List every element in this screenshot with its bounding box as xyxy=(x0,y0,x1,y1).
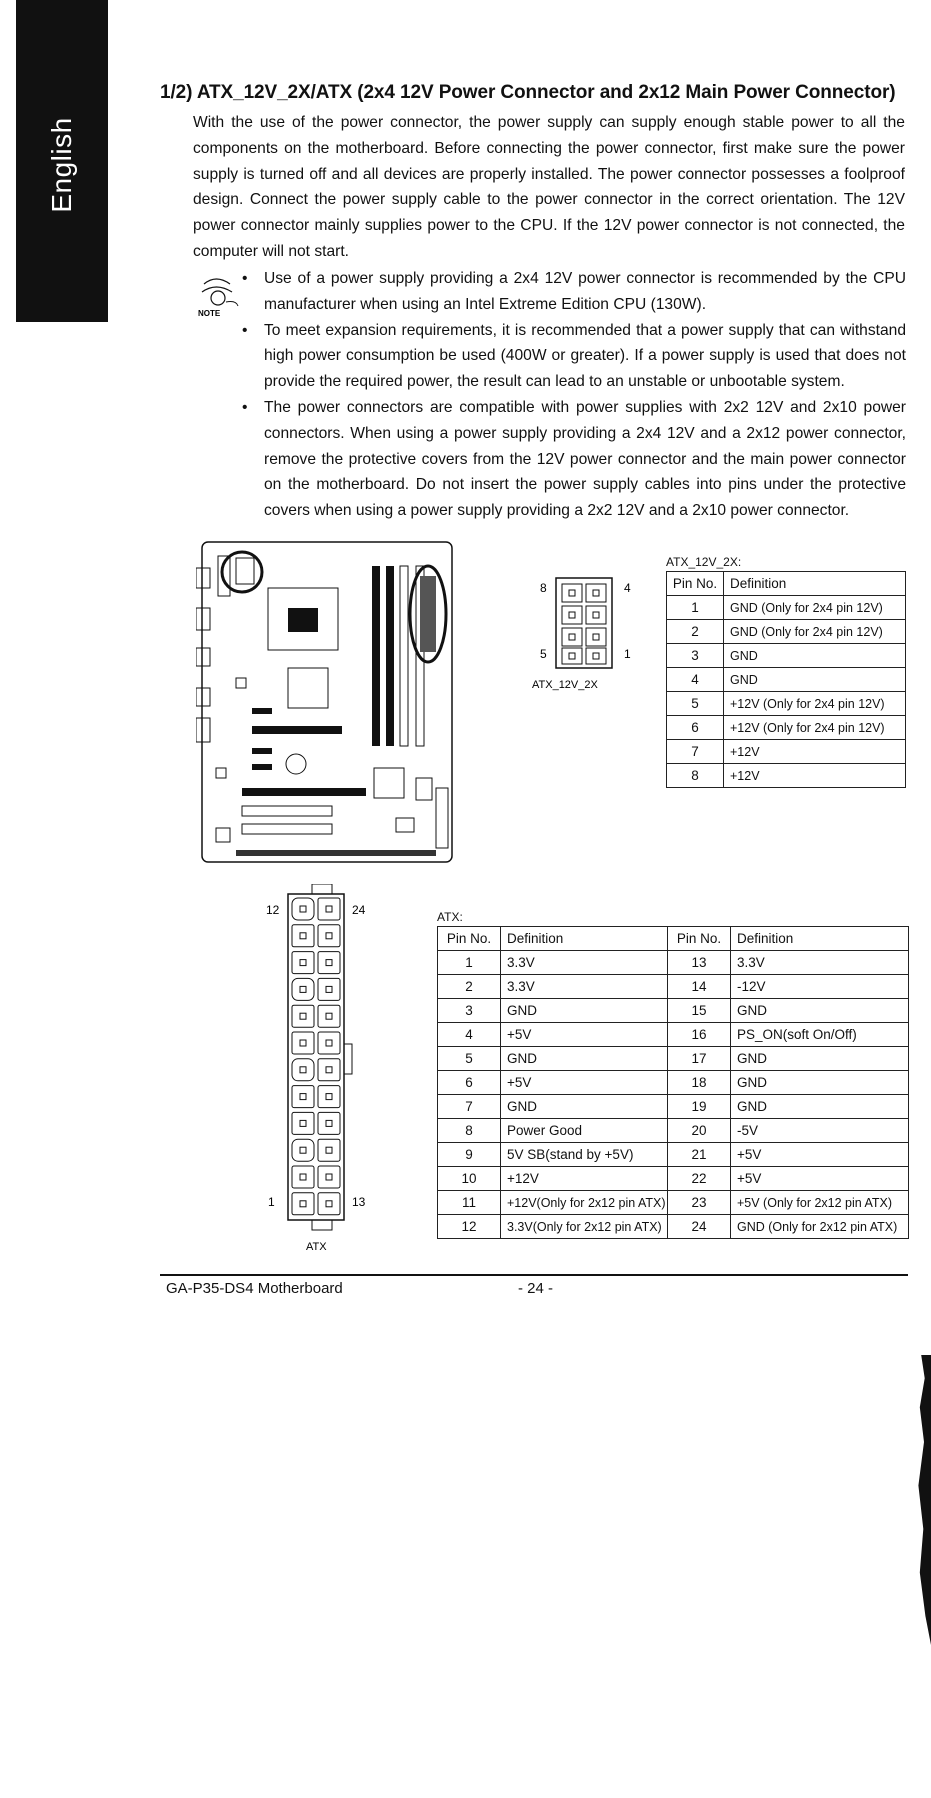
pin-definition: Power Good xyxy=(501,1119,668,1143)
pin-definition: +12V(Only for 2x12 pin ATX) xyxy=(501,1191,668,1215)
pin-definition: +5V (Only for 2x12 pin ATX) xyxy=(731,1191,909,1215)
table-header: Pin No. xyxy=(667,572,724,596)
atx-pin-cell xyxy=(318,898,340,920)
atx-pin-hole xyxy=(300,1174,306,1180)
pin-definition: GND (Only for 2x4 pin 12V) xyxy=(724,596,906,620)
atx-pin-cell xyxy=(318,1139,340,1161)
pin-number: 23 xyxy=(668,1191,731,1215)
table-row xyxy=(438,1215,909,1239)
atx-pin-label: 13 xyxy=(352,1195,366,1209)
atx-pin-hole xyxy=(326,906,332,912)
table-row xyxy=(667,644,906,668)
table-row xyxy=(667,716,906,740)
atx-pin-hole xyxy=(300,1067,306,1073)
pin-number: 1 xyxy=(667,596,724,620)
footer-model: GA-P35-DS4 Motherboard xyxy=(166,1280,343,1297)
table-row xyxy=(438,1143,909,1167)
pin-definition: GND xyxy=(501,1047,668,1071)
pin-number: 19 xyxy=(668,1095,731,1119)
atx-pin-cell xyxy=(292,898,314,920)
table-row xyxy=(667,764,906,788)
atx-pin-cell xyxy=(292,925,314,947)
pin-definition: -5V xyxy=(731,1119,909,1143)
pin-number: 4 xyxy=(438,1023,501,1047)
pin-number: 16 xyxy=(668,1023,731,1047)
atx12v-connector-diagram xyxy=(512,548,662,698)
atx-pin-cell xyxy=(318,1112,340,1134)
pin-definition: +5V xyxy=(501,1023,668,1047)
atx-pin-hole xyxy=(326,1067,332,1073)
motherboard-diagram xyxy=(196,538,458,868)
pin-definition: GND xyxy=(731,999,909,1023)
note-icon-label: NOTE xyxy=(198,309,221,318)
language-side-tab xyxy=(16,0,108,322)
pin-definition: +12V (Only for 2x4 pin 12V) xyxy=(724,716,906,740)
atx-pin-hole xyxy=(326,1040,332,1046)
atx-pin-cell xyxy=(292,952,314,974)
atx-diagram-label: ATX xyxy=(306,1241,327,1253)
pin-number: 7 xyxy=(438,1095,501,1119)
table-row xyxy=(667,620,906,644)
atx-pin-cell xyxy=(292,1139,314,1161)
pin-definition: GND xyxy=(731,1047,909,1071)
scan-shadow-edge xyxy=(917,1355,931,1645)
pin-definition: 5V SB(stand by +5V) xyxy=(501,1143,668,1167)
table-row xyxy=(438,1167,909,1191)
atx-pin-hole xyxy=(300,1094,306,1100)
pin-number: 11 xyxy=(438,1191,501,1215)
table-row xyxy=(438,975,909,999)
atx12v-pin-label: 1 xyxy=(624,647,631,661)
table-row xyxy=(667,740,906,764)
pin-number: 8 xyxy=(667,764,724,788)
pin-number: 3 xyxy=(667,644,724,668)
atx-pin-cell xyxy=(318,952,340,974)
note-item: • To meet expansion requirements, it is recommended that a power supply that can withstand high power consumption be used (400W or greater). If a power supply is used that does not provide the required power, the result can lead to an unstable or unbootable system. xyxy=(236,318,906,395)
atx-pin-cell xyxy=(318,925,340,947)
pin-definition: GND xyxy=(731,1095,909,1119)
table-row xyxy=(667,668,906,692)
pin-number: 14 xyxy=(668,975,731,999)
atx-pin-cell xyxy=(292,1005,314,1027)
table-row xyxy=(438,999,909,1023)
atx-pin-cell xyxy=(292,1032,314,1054)
pin-number: 21 xyxy=(668,1143,731,1167)
atx-pin-cell xyxy=(292,1059,314,1081)
pin-definition: +12V xyxy=(724,764,906,788)
atx-pin-hole xyxy=(326,1147,332,1153)
table-row xyxy=(667,596,906,620)
atx-pin-hole xyxy=(300,1147,306,1153)
atx-pin-cell xyxy=(318,978,340,1000)
pin-definition: 3.3V xyxy=(501,951,668,975)
atx-pin-hole xyxy=(300,906,306,912)
atx-pin-cell xyxy=(318,1166,340,1188)
atx-pin-label: 24 xyxy=(352,903,366,917)
pin-number: 22 xyxy=(668,1167,731,1191)
pin-definition: GND xyxy=(724,668,906,692)
pin-definition: +12V xyxy=(724,740,906,764)
table-row xyxy=(438,1023,909,1047)
atx-pin-cell xyxy=(318,1059,340,1081)
atx-connector-diagram xyxy=(260,884,380,1256)
atx-pin-hole xyxy=(326,1094,332,1100)
pin-number: 5 xyxy=(438,1047,501,1071)
note-list xyxy=(236,266,906,524)
pin-definition: GND xyxy=(501,1095,668,1119)
table-header: Pin No. xyxy=(438,927,501,951)
atx-pin-hole xyxy=(326,986,332,992)
pin-number: 6 xyxy=(667,716,724,740)
atx12v-table-caption: ATX_12V_2X: xyxy=(666,555,742,569)
table-header: Definition xyxy=(724,572,906,596)
atx-table-wrap xyxy=(437,910,909,1239)
pin-definition: +5V xyxy=(731,1143,909,1167)
table-row xyxy=(438,1095,909,1119)
pin-number: 10 xyxy=(438,1167,501,1191)
pin-definition: +12V (Only for 2x4 pin 12V) xyxy=(724,692,906,716)
side-tab-label: English xyxy=(46,117,77,213)
note-item: • Use of a power supply providing a 2x4 12V power connector is recommended by the CPU manufacturer when using an Intel Extreme Edition CPU (130W). xyxy=(236,266,906,318)
atx-pin-hole xyxy=(326,1013,332,1019)
atx-pin-cell xyxy=(318,1005,340,1027)
pin-number: 6 xyxy=(438,1071,501,1095)
atx-pin-hole xyxy=(326,933,332,939)
atx-pin-hole xyxy=(326,1120,332,1126)
atx-table xyxy=(437,926,909,1239)
pin-definition: 3.3V xyxy=(501,975,668,999)
atx-pin-hole xyxy=(300,986,306,992)
pin-definition: 3.3V xyxy=(731,951,909,975)
table-row xyxy=(438,1119,909,1143)
pin-definition: GND (Only for 2x4 pin 12V) xyxy=(724,620,906,644)
pin-definition: +5V xyxy=(731,1167,909,1191)
table-row xyxy=(438,1191,909,1215)
pin-number: 24 xyxy=(668,1215,731,1239)
atx-pin-hole xyxy=(300,933,306,939)
intro-paragraph: With the use of the power connector, the power supply can supply enough stable power to all the components on the motherboard. Before connecting the power connector, first make sure the power supply is turned off and all devices are properly installed. The power connector possesses a foolproof design. Connect the power supply cable to the power connector in the correct orientation. The 12V power connector mainly supplies power to the CPU. If the 12V power connector is not connected, the computer will not start. xyxy=(193,114,905,260)
pin-definition: +5V xyxy=(501,1071,668,1095)
atx-table-caption: ATX: xyxy=(437,910,463,924)
atx-pin-cell xyxy=(292,978,314,1000)
atx-pin-cell xyxy=(292,1166,314,1188)
atx-pin-label: 12 xyxy=(266,903,280,917)
atx-pin-hole xyxy=(300,1120,306,1126)
atx-pin-hole xyxy=(300,1040,306,1046)
section-heading: 1/2) ATX_12V_2X/ATX (2x4 12V Power Connector and 2x12 Main Power Connector) xyxy=(160,82,896,103)
pin-number: 12 xyxy=(438,1215,501,1239)
pin-definition: GND (Only for 2x12 pin ATX) xyxy=(731,1215,909,1239)
table-row xyxy=(438,1047,909,1071)
atx-pin-cell xyxy=(292,1112,314,1134)
pin-definition: GND xyxy=(731,1071,909,1095)
table-row xyxy=(438,951,909,975)
atx-pin-hole xyxy=(326,1201,332,1207)
atx-pin-hole xyxy=(326,1174,332,1180)
pin-definition: GND xyxy=(724,644,906,668)
atx12v-pin-label: 4 xyxy=(624,581,631,595)
atx-pin-hole xyxy=(300,1201,306,1207)
atx-pin-cell xyxy=(318,1193,340,1215)
pin-number: 3 xyxy=(438,999,501,1023)
pin-number: 8 xyxy=(438,1119,501,1143)
table-header: Definition xyxy=(501,927,668,951)
atx-pin-hole xyxy=(300,960,306,966)
atx12v-table xyxy=(666,571,906,788)
atx-pin-cell xyxy=(292,1086,314,1108)
pin-definition: -12V xyxy=(731,975,909,999)
table-row xyxy=(667,692,906,716)
pin-number: 18 xyxy=(668,1071,731,1095)
pin-definition: 3.3V(Only for 2x12 pin ATX) xyxy=(501,1215,668,1239)
note-item: • The power connectors are compatible with power supplies with 2x2 12V and 2x10 power connectors. When using a power supply providing a 2x4 12V and a 2x12 power connector, remove the protective covers from the 12V power connector and the main power connector on the motherboard. Do not insert the power supply cables into pins under the protective covers when using a power supply providing a 2x2 12V and a 2x10 power connector. xyxy=(236,395,906,524)
pin-number: 1 xyxy=(438,951,501,975)
atx-pin-hole xyxy=(300,1013,306,1019)
atx-pin-cell xyxy=(318,1086,340,1108)
atx-pin-hole xyxy=(326,960,332,966)
footer-rule xyxy=(160,1274,908,1276)
pin-number: 20 xyxy=(668,1119,731,1143)
atx-pin-cell xyxy=(292,1193,314,1215)
pin-number: 2 xyxy=(438,975,501,999)
pin-number: 7 xyxy=(667,740,724,764)
table-header: Definition xyxy=(731,927,909,951)
atx12v-pin-label: 5 xyxy=(540,647,547,661)
pin-number: 15 xyxy=(668,999,731,1023)
atx-pin-cell xyxy=(318,1032,340,1054)
pin-number: 13 xyxy=(668,951,731,975)
atx12v-diagram-label: ATX_12V_2X xyxy=(532,679,598,691)
pin-number: 9 xyxy=(438,1143,501,1167)
pin-number: 2 xyxy=(667,620,724,644)
pin-number: 4 xyxy=(667,668,724,692)
pin-definition: PS_ON(soft On/Off) xyxy=(731,1023,909,1047)
pin-number: 17 xyxy=(668,1047,731,1071)
table-header: Pin No. xyxy=(668,927,731,951)
pin-definition: GND xyxy=(501,999,668,1023)
footer-page-number: - 24 - xyxy=(518,1280,554,1297)
atx12v-table-wrap xyxy=(666,555,906,788)
atx12v-pin-label: 8 xyxy=(540,581,547,595)
atx-pin-label: 1 xyxy=(268,1195,275,1209)
pin-definition: +12V xyxy=(501,1167,668,1191)
table-row xyxy=(438,1071,909,1095)
pin-number: 5 xyxy=(667,692,724,716)
